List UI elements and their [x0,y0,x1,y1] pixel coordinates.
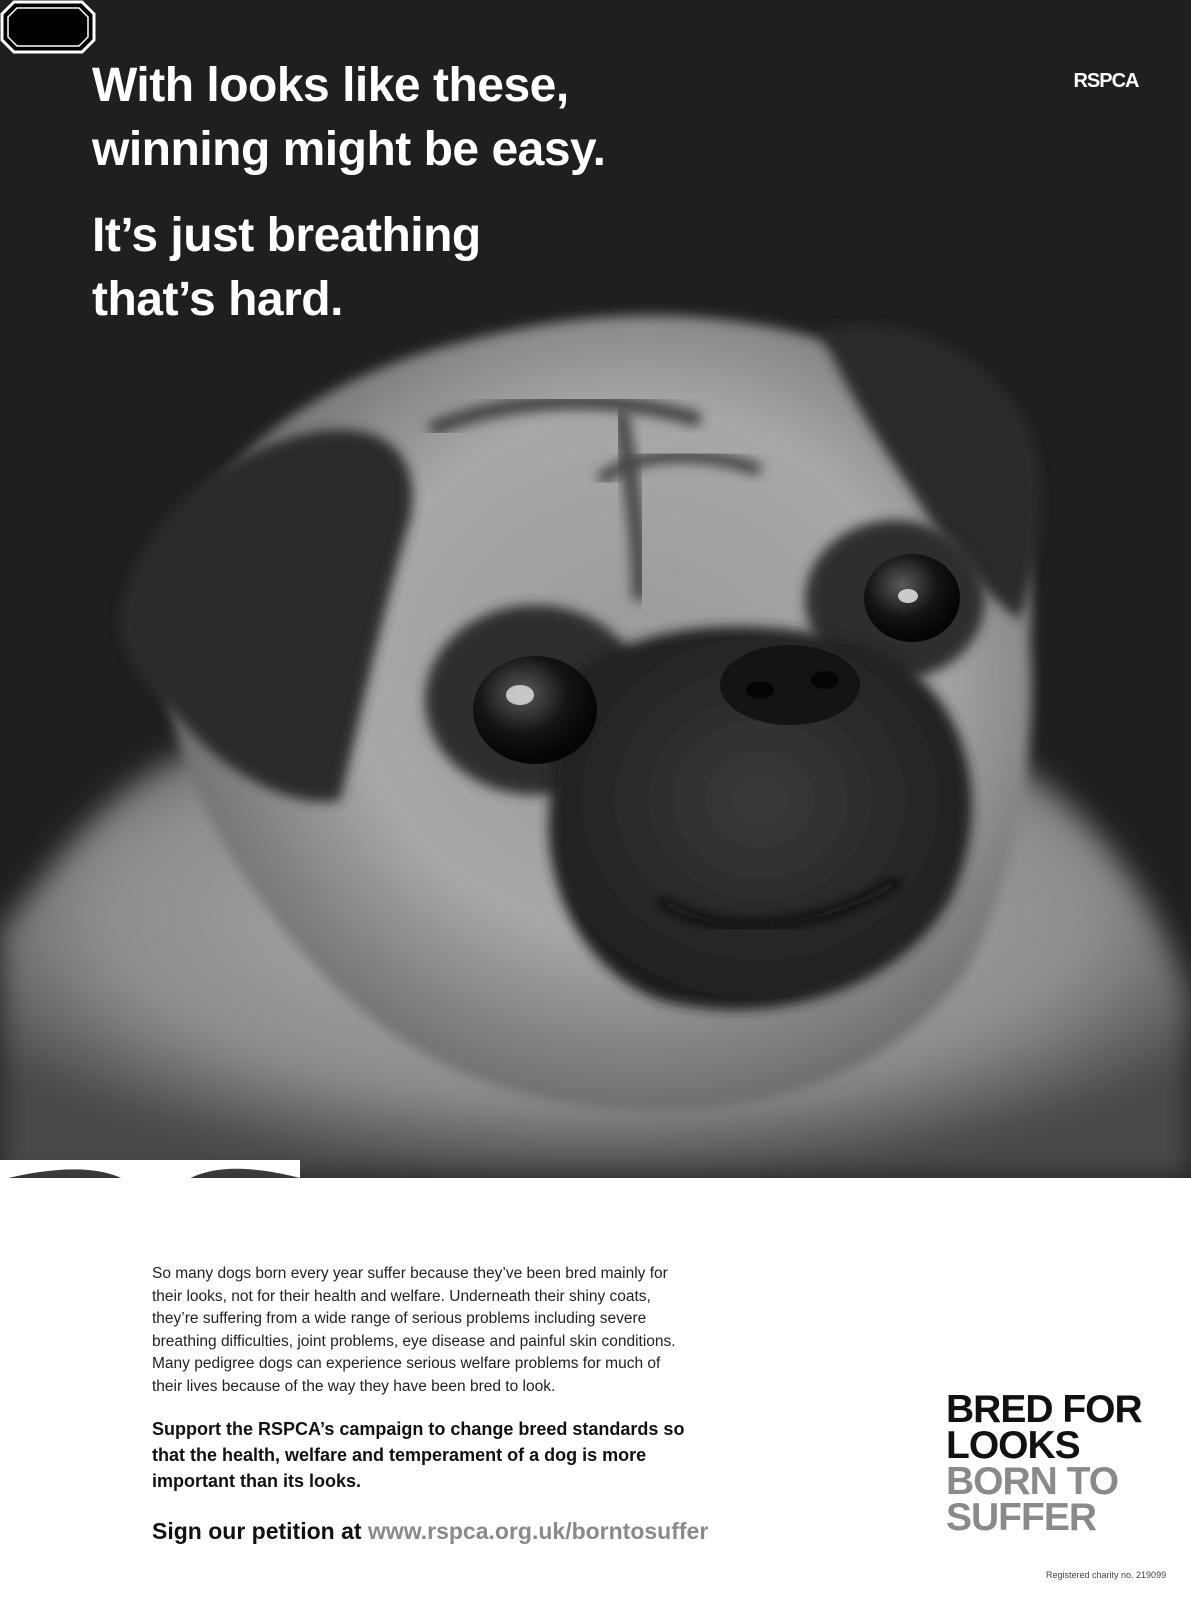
headline-line-2: winning might be easy. [92,123,606,176]
headline-line-4: that’s hard. [92,273,343,326]
campaign-line-1: BRED FOR [946,1388,1142,1431]
charity-number: Registered charity no. 219099 [1046,1570,1167,1580]
campaign-line-3: BORN TO [946,1460,1119,1503]
body-line: their looks, not for their health and welfare. Underneath their shiny coats, [152,1287,651,1305]
petition-callout [152,1518,708,1545]
headline-part-two [92,204,481,332]
support-line: important than its looks. [152,1471,362,1491]
body-line: breathing difficulties, joint problems, eye disease and painful skin conditions. [152,1332,676,1350]
campaign-line-2: LOOKS [946,1424,1080,1467]
petition-url-link[interactable]: www.rspca.org.uk/borntosuffer [367,1518,709,1544]
support-line: that the health, welfare and temperament of a dog is more [152,1445,647,1465]
rspca-logo-badge [0,0,96,54]
headline-line-1: With looks like these, [92,59,569,112]
page-divider-notch [0,1160,1191,1240]
campaign-line-4: SUFFER [946,1496,1096,1539]
campaign-logo [946,1388,1142,1539]
rspca-logo-text: RSPCA [1073,70,1139,92]
body-line: they’re suffering from a wide range of serious problems including severe [152,1310,647,1327]
body-line: So many dogs born every year suffer because they’ve been bred mainly for [152,1265,668,1282]
body-paragraph [152,1263,742,1398]
support-line: Support the RSPCA’s campaign to change breed standards so [152,1419,685,1439]
petition-label: Sign our petition at [152,1518,368,1544]
support-statement [152,1416,752,1494]
headline-part-one [92,54,606,182]
body-line: Many pedigree dogs can experience serious welfare problems for much of [152,1355,661,1372]
body-line: their lives because of the way they have been bred to look. [152,1377,556,1395]
headline-line-3: It’s just breathing [92,209,481,262]
